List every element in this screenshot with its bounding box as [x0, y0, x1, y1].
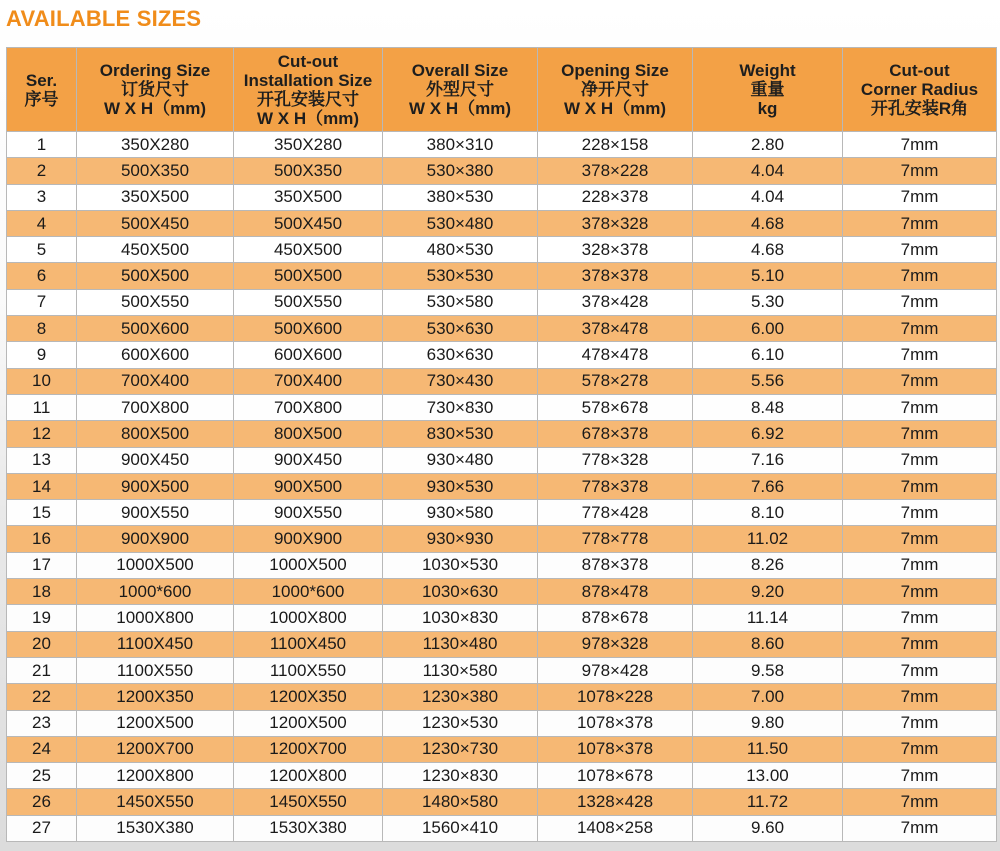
cell-overall-size: 730×830	[383, 394, 538, 420]
table-row	[7, 736, 997, 762]
cell-opening-size: 1408×258	[538, 815, 693, 841]
cell-opening-size: 1078×378	[538, 736, 693, 762]
cell-ser: 10	[7, 368, 77, 394]
cell-overall-size: 530×530	[383, 263, 538, 289]
cell-weight: 5.56	[693, 368, 843, 394]
cell-ser: 4	[7, 210, 77, 236]
cell-opening-size: 378×328	[538, 210, 693, 236]
cell-ordering-size: 1100X450	[77, 631, 234, 657]
cell-overall-size: 380×310	[383, 132, 538, 158]
cell-corner-radius: 7mm	[843, 421, 997, 447]
header-cutout-installation-size	[234, 48, 383, 132]
cell-weight: 11.50	[693, 736, 843, 762]
cell-ordering-size: 800X500	[77, 421, 234, 447]
cell-ordering-size: 1000*600	[77, 579, 234, 605]
cell-corner-radius: 7mm	[843, 710, 997, 736]
cell-corner-radius: 7mm	[843, 631, 997, 657]
cell-opening-size: 978×328	[538, 631, 693, 657]
cell-opening-size: 578×278	[538, 368, 693, 394]
table-row	[7, 184, 997, 210]
header-line: Opening Size	[561, 61, 669, 80]
cell-opening-size: 678×378	[538, 421, 693, 447]
cell-weight: 7.66	[693, 473, 843, 499]
cell-ser: 26	[7, 789, 77, 815]
cell-cutout-installation-size: 1000*600	[234, 579, 383, 605]
table-row	[7, 526, 997, 552]
cell-ser: 18	[7, 579, 77, 605]
header-line: 开孔安装R角	[870, 99, 969, 118]
page-title: AVAILABLE SIZES	[6, 6, 202, 31]
table-row	[7, 237, 997, 263]
sizes-table	[6, 47, 997, 842]
cell-opening-size: 878×478	[538, 579, 693, 605]
cell-weight: 6.92	[693, 421, 843, 447]
cell-opening-size: 378×378	[538, 263, 693, 289]
header-line: W X H（mm)	[257, 108, 359, 128]
cell-weight: 11.72	[693, 789, 843, 815]
cell-ser: 2	[7, 158, 77, 184]
cell-weight: 9.60	[693, 815, 843, 841]
header-line: Ordering Size	[99, 61, 211, 80]
table-row	[7, 815, 997, 841]
header-line: 外型尺寸	[426, 80, 494, 99]
header-line: W X H（mm)	[409, 99, 511, 118]
cell-ser: 17	[7, 552, 77, 578]
cell-corner-radius: 7mm	[843, 368, 997, 394]
cell-ser: 5	[7, 237, 77, 263]
cell-opening-size: 378×228	[538, 158, 693, 184]
table-row	[7, 316, 997, 342]
table-row	[7, 421, 997, 447]
cell-ser: 24	[7, 736, 77, 762]
cell-opening-size: 228×378	[538, 184, 693, 210]
cell-ser: 7	[7, 289, 77, 315]
cell-weight: 8.26	[693, 552, 843, 578]
cell-ordering-size: 900X500	[77, 473, 234, 499]
cell-opening-size: 1078×378	[538, 710, 693, 736]
cell-cutout-installation-size: 350X500	[234, 184, 383, 210]
header-line: Overall Size	[411, 61, 509, 80]
cell-ordering-size: 500X350	[77, 158, 234, 184]
cell-ser: 16	[7, 526, 77, 552]
cell-overall-size: 1230×380	[383, 684, 538, 710]
header-ser	[7, 48, 77, 132]
table-row	[7, 579, 997, 605]
cell-corner-radius: 7mm	[843, 552, 997, 578]
table-row	[7, 684, 997, 710]
cell-weight: 6.10	[693, 342, 843, 368]
cell-ordering-size: 500X600	[77, 316, 234, 342]
cell-overall-size: 1230×730	[383, 736, 538, 762]
cell-cutout-installation-size: 1100X450	[234, 631, 383, 657]
header-line: Cut-out	[889, 61, 950, 80]
cell-ordering-size: 450X500	[77, 237, 234, 263]
cell-cutout-installation-size: 900X550	[234, 500, 383, 526]
cell-ordering-size: 500X500	[77, 263, 234, 289]
table-row	[7, 158, 997, 184]
cell-weight: 5.30	[693, 289, 843, 315]
cell-ser: 11	[7, 394, 77, 420]
cell-corner-radius: 7mm	[843, 132, 997, 158]
cell-cutout-installation-size: 450X500	[234, 237, 383, 263]
header-weight	[693, 48, 843, 132]
cell-corner-radius: 7mm	[843, 473, 997, 499]
cell-weight: 13.00	[693, 763, 843, 789]
cell-ordering-size: 600X600	[77, 342, 234, 368]
cell-ordering-size: 1450X550	[77, 789, 234, 815]
cell-overall-size: 380×530	[383, 184, 538, 210]
table-body	[7, 132, 997, 842]
cell-corner-radius: 7mm	[843, 684, 997, 710]
header-line: Corner Radius	[860, 80, 979, 99]
header-line: 开孔安装尺寸	[257, 89, 359, 109]
cell-opening-size: 878×378	[538, 552, 693, 578]
table-row	[7, 394, 997, 420]
cell-cutout-installation-size: 900X450	[234, 447, 383, 473]
cell-corner-radius: 7mm	[843, 736, 997, 762]
table-header	[7, 48, 997, 132]
cell-overall-size: 530×480	[383, 210, 538, 236]
cell-ordering-size: 700X800	[77, 394, 234, 420]
header-row	[7, 48, 997, 132]
cell-cutout-installation-size: 500X350	[234, 158, 383, 184]
table-row	[7, 631, 997, 657]
cell-opening-size: 878×678	[538, 605, 693, 631]
cell-overall-size: 530×380	[383, 158, 538, 184]
cell-ordering-size: 350X500	[77, 184, 234, 210]
cell-overall-size: 530×630	[383, 316, 538, 342]
cell-overall-size: 630×630	[383, 342, 538, 368]
cell-cutout-installation-size: 350X280	[234, 132, 383, 158]
cell-ordering-size: 900X900	[77, 526, 234, 552]
cell-overall-size: 1480×580	[383, 789, 538, 815]
cell-ser: 14	[7, 473, 77, 499]
cell-cutout-installation-size: 500X500	[234, 263, 383, 289]
cell-weight: 8.10	[693, 500, 843, 526]
cell-cutout-installation-size: 700X800	[234, 394, 383, 420]
cell-overall-size: 1230×530	[383, 710, 538, 736]
header-line: kg	[757, 99, 778, 118]
cell-opening-size: 1328×428	[538, 789, 693, 815]
table-row	[7, 342, 997, 368]
cell-corner-radius: 7mm	[843, 394, 997, 420]
cell-weight: 8.60	[693, 631, 843, 657]
cell-cutout-installation-size: 900X900	[234, 526, 383, 552]
cell-ser: 20	[7, 631, 77, 657]
cell-ser: 6	[7, 263, 77, 289]
cell-corner-radius: 7mm	[843, 158, 997, 184]
cell-cutout-installation-size: 1000X500	[234, 552, 383, 578]
cell-opening-size: 228×158	[538, 132, 693, 158]
cell-cutout-installation-size: 1200X700	[234, 736, 383, 762]
cell-cutout-installation-size: 900X500	[234, 473, 383, 499]
cell-overall-size: 1030×630	[383, 579, 538, 605]
table-row	[7, 789, 997, 815]
cell-ser: 15	[7, 500, 77, 526]
cell-cutout-installation-size: 1200X500	[234, 710, 383, 736]
cell-weight: 9.80	[693, 710, 843, 736]
cell-corner-radius: 7mm	[843, 316, 997, 342]
cell-ser: 27	[7, 815, 77, 841]
cell-ser: 19	[7, 605, 77, 631]
cell-overall-size: 1230×830	[383, 763, 538, 789]
table-row	[7, 473, 997, 499]
table-row	[7, 763, 997, 789]
cell-ser: 13	[7, 447, 77, 473]
cell-ordering-size: 350X280	[77, 132, 234, 158]
cell-cutout-installation-size: 700X400	[234, 368, 383, 394]
cell-weight: 11.14	[693, 605, 843, 631]
cell-weight: 4.04	[693, 184, 843, 210]
cell-weight: 4.68	[693, 210, 843, 236]
cell-cutout-installation-size: 500X550	[234, 289, 383, 315]
cell-opening-size: 978×428	[538, 657, 693, 683]
cell-corner-radius: 7mm	[843, 605, 997, 631]
cell-ser: 21	[7, 657, 77, 683]
cell-overall-size: 1130×480	[383, 631, 538, 657]
cell-ordering-size: 1200X350	[77, 684, 234, 710]
cell-ser: 22	[7, 684, 77, 710]
cell-corner-radius: 7mm	[843, 447, 997, 473]
cell-weight: 11.02	[693, 526, 843, 552]
cell-corner-radius: 7mm	[843, 210, 997, 236]
cell-ser: 1	[7, 132, 77, 158]
cell-corner-radius: 7mm	[843, 184, 997, 210]
cell-cutout-installation-size: 500X450	[234, 210, 383, 236]
cell-ser: 23	[7, 710, 77, 736]
cell-corner-radius: 7mm	[843, 263, 997, 289]
cell-corner-radius: 7mm	[843, 289, 997, 315]
table-row	[7, 132, 997, 158]
table-row	[7, 657, 997, 683]
cell-corner-radius: 7mm	[843, 579, 997, 605]
header-line: 订货尺寸	[121, 80, 189, 99]
cell-ordering-size: 500X550	[77, 289, 234, 315]
header-ordering-size	[77, 48, 234, 132]
cell-overall-size: 1030×830	[383, 605, 538, 631]
cell-ordering-size: 1000X500	[77, 552, 234, 578]
header-corner-radius	[843, 48, 997, 132]
cell-opening-size: 328×378	[538, 237, 693, 263]
header-line: 重量	[750, 80, 785, 99]
table-row	[7, 210, 997, 236]
cell-ordering-size: 700X400	[77, 368, 234, 394]
header-opening-size	[538, 48, 693, 132]
cell-ordering-size: 500X450	[77, 210, 234, 236]
cell-opening-size: 1078×678	[538, 763, 693, 789]
cell-weight: 6.00	[693, 316, 843, 342]
header-line: Ser.	[25, 70, 58, 90]
header-line: Weight	[739, 61, 796, 80]
header-line: 序号	[24, 89, 59, 109]
cell-overall-size: 530×580	[383, 289, 538, 315]
cell-ordering-size: 1530X380	[77, 815, 234, 841]
cell-cutout-installation-size: 600X600	[234, 342, 383, 368]
header-line: Cut-out	[277, 51, 339, 71]
cell-opening-size: 478×478	[538, 342, 693, 368]
cell-cutout-installation-size: 1000X800	[234, 605, 383, 631]
cell-cutout-installation-size: 1200X800	[234, 763, 383, 789]
cell-corner-radius: 7mm	[843, 657, 997, 683]
cell-opening-size: 778×778	[538, 526, 693, 552]
cell-overall-size: 480×530	[383, 237, 538, 263]
cell-weight: 9.58	[693, 657, 843, 683]
cell-ser: 3	[7, 184, 77, 210]
cell-weight: 5.10	[693, 263, 843, 289]
cell-cutout-installation-size: 500X600	[234, 316, 383, 342]
cell-ser: 8	[7, 316, 77, 342]
table-row	[7, 605, 997, 631]
cell-weight: 9.20	[693, 579, 843, 605]
cell-weight: 8.48	[693, 394, 843, 420]
header-line: W X H（mm)	[564, 99, 666, 118]
cell-opening-size: 378×478	[538, 316, 693, 342]
cell-ordering-size: 900X450	[77, 447, 234, 473]
cell-ser: 25	[7, 763, 77, 789]
cell-opening-size: 578×678	[538, 394, 693, 420]
cell-overall-size: 930×480	[383, 447, 538, 473]
cell-cutout-installation-size: 800X500	[234, 421, 383, 447]
cell-opening-size: 378×428	[538, 289, 693, 315]
cell-opening-size: 778×428	[538, 500, 693, 526]
cell-cutout-installation-size: 1530X380	[234, 815, 383, 841]
cell-opening-size: 1078×228	[538, 684, 693, 710]
cell-overall-size: 930×930	[383, 526, 538, 552]
cell-overall-size: 1130×580	[383, 657, 538, 683]
cell-ordering-size: 1200X700	[77, 736, 234, 762]
cell-corner-radius: 7mm	[843, 342, 997, 368]
cell-ordering-size: 1200X800	[77, 763, 234, 789]
cell-weight: 7.00	[693, 684, 843, 710]
cell-overall-size: 830×530	[383, 421, 538, 447]
cell-ordering-size: 1000X800	[77, 605, 234, 631]
cell-corner-radius: 7mm	[843, 763, 997, 789]
cell-overall-size: 1560×410	[383, 815, 538, 841]
table-row	[7, 368, 997, 394]
header-overall-size	[383, 48, 538, 132]
cell-overall-size: 730×430	[383, 368, 538, 394]
table-row	[7, 447, 997, 473]
cell-ordering-size: 1200X500	[77, 710, 234, 736]
cell-overall-size: 1030×530	[383, 552, 538, 578]
table-row	[7, 710, 997, 736]
cell-weight: 7.16	[693, 447, 843, 473]
cell-cutout-installation-size: 1200X350	[234, 684, 383, 710]
cell-ser: 9	[7, 342, 77, 368]
cell-weight: 2.80	[693, 132, 843, 158]
cell-opening-size: 778×378	[538, 473, 693, 499]
cell-cutout-installation-size: 1450X550	[234, 789, 383, 815]
cell-overall-size: 930×530	[383, 473, 538, 499]
cell-ordering-size: 900X550	[77, 500, 234, 526]
table-row	[7, 500, 997, 526]
cell-corner-radius: 7mm	[843, 815, 997, 841]
cell-overall-size: 930×580	[383, 500, 538, 526]
cell-corner-radius: 7mm	[843, 500, 997, 526]
cell-opening-size: 778×328	[538, 447, 693, 473]
cell-weight: 4.04	[693, 158, 843, 184]
cell-weight: 4.68	[693, 237, 843, 263]
header-line: 净开尺寸	[581, 80, 649, 99]
cell-ser: 12	[7, 421, 77, 447]
table-row	[7, 263, 997, 289]
table-row	[7, 289, 997, 315]
header-line: W X H（mm)	[104, 99, 206, 118]
header-line: Installation Size	[243, 70, 373, 90]
cell-ordering-size: 1100X550	[77, 657, 234, 683]
cell-corner-radius: 7mm	[843, 237, 997, 263]
cell-cutout-installation-size: 1100X550	[234, 657, 383, 683]
table-row	[7, 552, 997, 578]
cell-corner-radius: 7mm	[843, 789, 997, 815]
cell-corner-radius: 7mm	[843, 526, 997, 552]
